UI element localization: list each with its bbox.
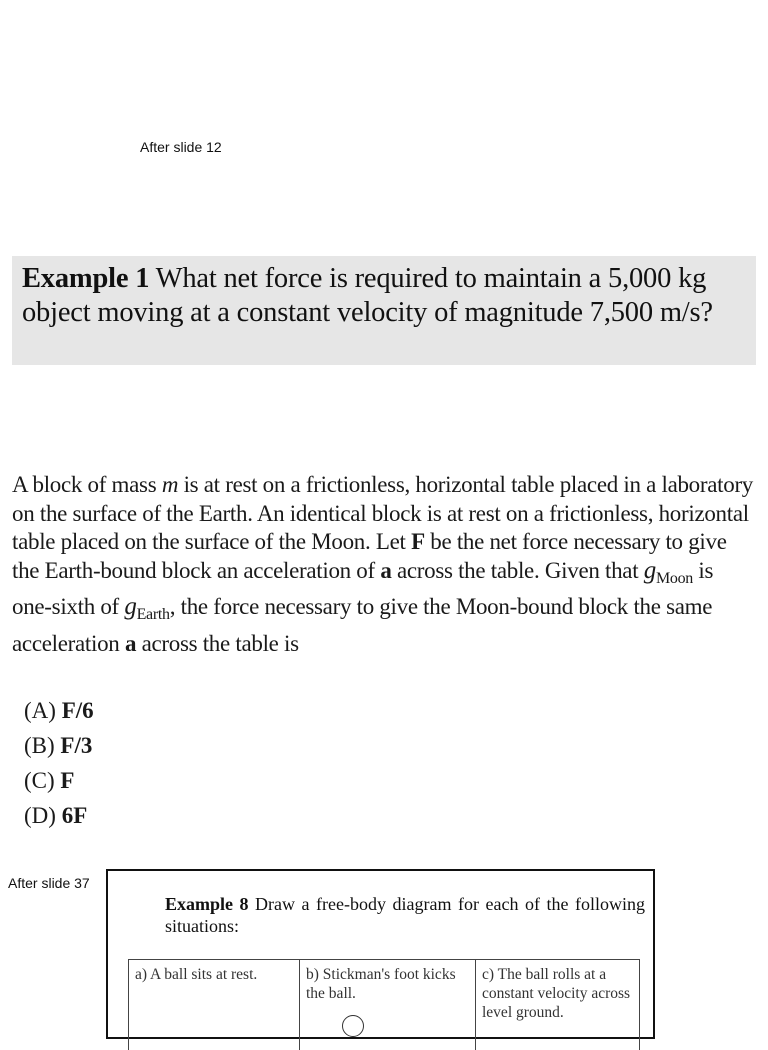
choice-answer: F/3 bbox=[60, 733, 93, 758]
problem-text: across the table. Given that bbox=[391, 557, 644, 583]
answer-choices bbox=[24, 693, 94, 833]
acceleration-symbol: a bbox=[380, 557, 392, 583]
choice-a bbox=[24, 693, 94, 728]
choice-answer: F/6 bbox=[61, 698, 94, 723]
choice-answer: 6F bbox=[61, 803, 88, 828]
example-1-label: Example 1 bbox=[22, 263, 150, 294]
choice-letter: (A) bbox=[24, 698, 62, 723]
example-8-image bbox=[106, 869, 655, 1039]
problem-text: be the net force necessary to give the Earth-bound block an acceleration of bbox=[12, 529, 727, 583]
situation-b: b) Stickman's foot kicks the ball. bbox=[299, 960, 475, 1050]
choice-letter: (C) bbox=[24, 768, 61, 793]
problem-text: A block of mass bbox=[12, 472, 162, 497]
problem-text: across the table is bbox=[136, 630, 299, 656]
situation-a: a) A ball sits at rest. bbox=[135, 966, 258, 983]
problem-statement bbox=[12, 471, 757, 659]
choice-b bbox=[24, 728, 94, 763]
example-1-question: What net force is required to maintain a 5,000 kg object moving at a constant velocity of magnitude 7,500 m/s? bbox=[22, 263, 713, 328]
g-moon-subscript: Moon bbox=[655, 569, 693, 587]
slide-note-12: After slide 12 bbox=[140, 139, 222, 155]
g-symbol: g bbox=[124, 593, 137, 621]
choice-c bbox=[24, 763, 94, 798]
acceleration-symbol: a bbox=[124, 630, 137, 656]
choice-letter: (B) bbox=[24, 733, 61, 758]
force-symbol: F bbox=[411, 529, 425, 555]
example-8-title bbox=[165, 893, 645, 937]
problem-text: , the force necessary to give the Moon-bound block the same acceleration bbox=[12, 594, 713, 656]
choice-letter: (D) bbox=[24, 803, 62, 828]
mass-symbol: m bbox=[161, 472, 179, 497]
ball-icon bbox=[342, 1015, 364, 1037]
situations-table bbox=[128, 959, 640, 1050]
g-symbol: g bbox=[643, 556, 656, 584]
problem-text: is at rest on a frictionless, horizontal table placed in a laboratory on the surface of the Earth. An identical block is at rest on a frictionless, horizontal table placed on the surface of the Moon. Let bbox=[12, 472, 754, 555]
example-8-text: Draw a free-body diagram for each of the following situations: bbox=[165, 894, 645, 936]
example-8-label: Example 8 bbox=[165, 894, 249, 914]
slide-note-37: After slide 37 bbox=[8, 875, 90, 891]
choice-d bbox=[24, 798, 94, 833]
situation-c: c) The ball rolls at a constant velocity across level ground. bbox=[475, 960, 639, 1050]
g-earth-subscript: Earth bbox=[136, 606, 170, 624]
choice-answer: F bbox=[60, 768, 75, 793]
problem-text: is one-sixth of bbox=[12, 557, 714, 620]
example-1-box bbox=[12, 256, 756, 365]
